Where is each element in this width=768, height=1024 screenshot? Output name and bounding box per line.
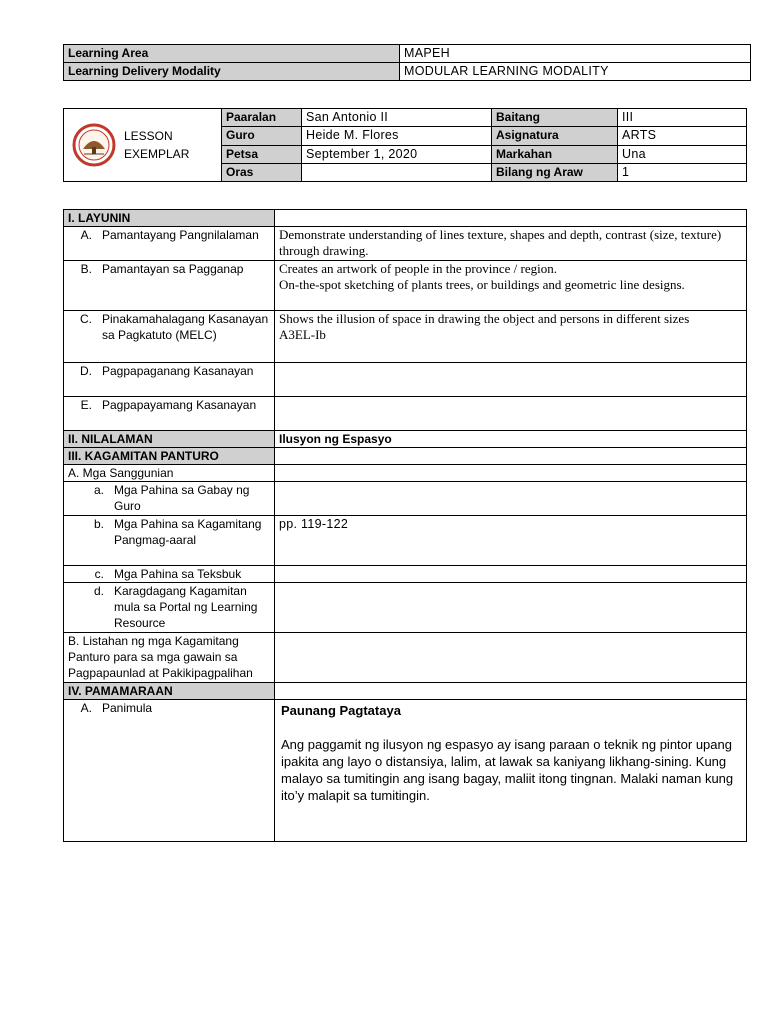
panimula-label: Panimula (102, 701, 153, 715)
school-seal-icon (64, 123, 124, 167)
lesson-header-table (63, 108, 747, 182)
melc-row (64, 311, 275, 363)
panimula-body: Ang paggamit ng ilusyon ng espasyo ay isang paraan o teknik ng pintor upang ipakita ang layo o distansiya, lalim, at lawak sa kaniyang likhang-sining. Kung malayo sa tumitingin ang isang bagay, maliit itong tingnan. Malaki naman kung ito’y malapit sa tumitingin. (281, 737, 734, 803)
panimula-value (275, 700, 747, 842)
pagganap-line1: Creates an artwork of people in the province / region. (279, 261, 557, 276)
listahan-value (275, 633, 747, 683)
paaralan-value: San Antonio II (302, 109, 492, 127)
pagpapaganang-value (275, 363, 747, 397)
pamantayang-pangnilalaman-value: Demonstrate understanding of lines texture, shapes and depth, contrast (size, texture) through drawing. (275, 227, 747, 261)
pagpapayamang-value (275, 397, 747, 431)
marker-panimula: A. (80, 701, 92, 715)
nilalaman-heading: II. NILALAMAN (64, 431, 275, 448)
marker-sa: a. (93, 483, 104, 497)
portal-row (64, 583, 275, 633)
teksbuk-value (275, 566, 747, 583)
marker-b: B. (80, 262, 92, 276)
gabay-ng-guro-value (275, 482, 747, 516)
layunin-heading: I. LAYUNIN (64, 210, 275, 227)
portal-label: Karagdagang Kagamitan mula sa Portal ng Learning Resource (114, 584, 258, 630)
guro-label: Guro (222, 127, 302, 145)
teksbuk-row (64, 566, 275, 583)
lesson-title-line2: EXEMPLAR (124, 147, 190, 161)
pangmag-aaral-value: pp. 119-122 (275, 516, 747, 566)
markahan-value: Una (618, 145, 747, 163)
marker-sd: d. (93, 584, 104, 598)
marker-d: D. (80, 364, 92, 378)
pamantayan-sa-pagganap-value (275, 261, 747, 311)
layunin-value (275, 210, 747, 227)
pamantayang-pangnilalaman-label: Pamantayang Pangnilalaman (102, 228, 259, 242)
kagamitan-value (275, 448, 747, 465)
pagpapayamang-label: Pagpapayamang Kasanayan (102, 398, 257, 412)
melc-line1: Shows the illusion of space in drawing the object and persons in different sizes (279, 311, 690, 326)
lesson-exemplar-cell (64, 109, 222, 182)
gabay-ng-guro-row (64, 482, 275, 516)
petsa-label: Petsa (222, 145, 302, 163)
gabay-ng-guro-label: Mga Pahina sa Gabay ng Guro (114, 483, 250, 513)
asignatura-label: Asignatura (492, 127, 618, 145)
portal-value (275, 583, 747, 633)
melc-code: A3EL-Ib (279, 327, 326, 342)
melc-label: Pinakamahalagang Kasanayan sa Pagkatuto (MELC) (102, 312, 269, 342)
pagganap-line2: On-the-spot sketching of plants trees, or buildings and geometric line designs. (279, 277, 685, 292)
marker-sb: b. (93, 517, 104, 531)
lesson-title-line1: LESSON (124, 129, 173, 143)
oras-label: Oras (222, 163, 302, 181)
marker-e: E. (80, 398, 92, 412)
markahan-label: Markahan (492, 145, 618, 163)
pangmag-aaral-label: Mga Pahina sa Kagamitang Pangmag-aaral (114, 517, 262, 547)
pamantayang-pangnilalaman-row (64, 227, 275, 261)
delivery-modality-label: Learning Delivery Modality (64, 63, 400, 81)
marker-a: A. (80, 228, 92, 242)
pagpapaganang-label: Pagpapaganang Kasanayan (102, 364, 254, 378)
petsa-value: September 1, 2020 (302, 145, 492, 163)
top-info-table (63, 44, 751, 81)
pamantayan-sa-pagganap-label: Pamantayan sa Pagganap (102, 262, 244, 276)
paunang-pagtataya-heading: Paunang Pagtataya (281, 703, 401, 718)
learning-area-value: MAPEH (400, 45, 751, 63)
listahan-label: B. Listahan ng mga Kagamitang Panturo para sa mga gawain sa Pagpapaunlad at Pakikipagpalihan (64, 633, 275, 683)
sanggunian-value (275, 465, 747, 482)
lesson-plan-table (63, 209, 747, 842)
teksbuk-label: Mga Pahina sa Teksbuk (114, 567, 242, 581)
marker-sc: c. (94, 567, 104, 581)
panimula-row (64, 700, 275, 842)
pagpapayamang-row (64, 397, 275, 431)
bilang-ng-araw-value: 1 (618, 163, 747, 181)
asignatura-value: ARTS (618, 127, 747, 145)
marker-c: C. (80, 312, 92, 326)
guro-value: Heide M. Flores (302, 127, 492, 145)
pangmag-aaral-row (64, 516, 275, 566)
pamamaraan-heading: IV. PAMAMARAAN (64, 683, 275, 700)
baitang-value: III (618, 109, 747, 127)
pamantayan-sa-pagganap-row (64, 261, 275, 311)
sanggunian-label: A. Mga Sanggunian (64, 465, 275, 482)
bilang-ng-araw-label: Bilang ng Araw (492, 163, 618, 181)
baitang-label: Baitang (492, 109, 618, 127)
kagamitan-heading: III. KAGAMITAN PANTURO (64, 448, 275, 465)
learning-area-label: Learning Area (64, 45, 400, 63)
melc-value (275, 311, 747, 363)
pagpapaganang-row (64, 363, 275, 397)
oras-value (302, 163, 492, 181)
paaralan-label: Paaralan (222, 109, 302, 127)
pamamaraan-value (275, 683, 747, 700)
nilalaman-value: Ilusyon ng Espasyo (275, 431, 747, 448)
delivery-modality-value: MODULAR LEARNING MODALITY (400, 63, 751, 81)
